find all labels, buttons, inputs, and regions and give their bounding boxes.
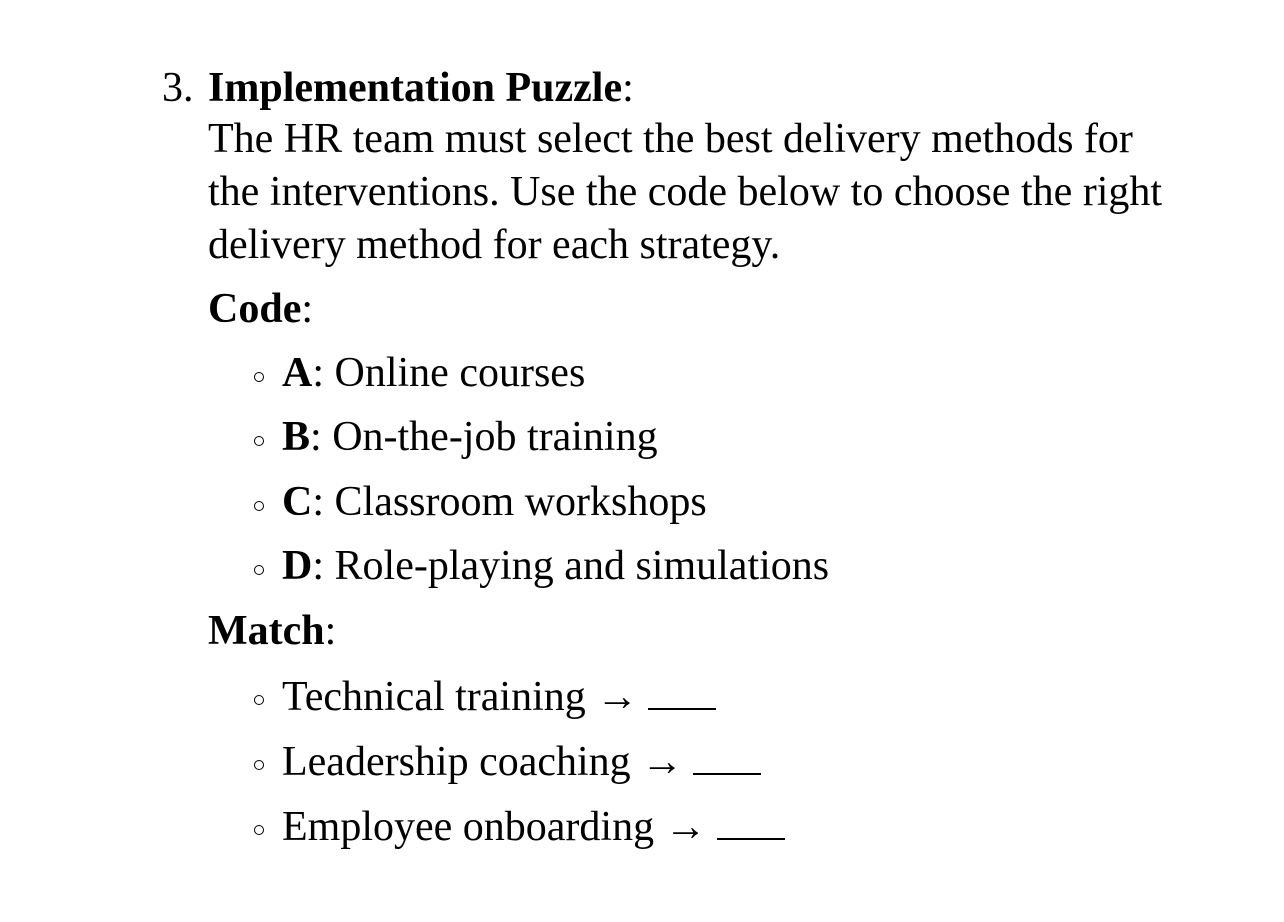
code-item-text [282,413,658,461]
match-label-colon: : [324,608,337,654]
code-key: B [282,414,311,460]
code-key: D [282,543,313,589]
right-arrow-icon: → [664,804,707,850]
match-strategy: Employee onboarding [282,804,655,850]
question-title [208,64,634,112]
match-item-text [282,737,761,786]
code-separator: : [312,350,335,396]
match-strategy: Technical training [282,674,586,720]
hollow-circle-bullet-icon [254,695,264,705]
code-description: On-the-job training [332,414,658,460]
code-description: Role-playing and simulations [334,543,830,589]
instruction-line-2: the interventions. Use the code below to choose the right [208,169,1163,215]
match-item-text [282,802,785,851]
code-item-text [282,349,585,397]
hollow-circle-bullet-icon [254,565,264,575]
hollow-circle-bullet-icon [254,760,264,770]
code-description: Online courses [334,350,586,396]
code-item-text [282,542,829,590]
code-separator: : [310,414,333,460]
match-item-text [282,672,716,721]
hollow-circle-bullet-icon [254,436,264,446]
match-strategy: Leadership coaching [282,739,631,785]
code-key: C [282,479,313,525]
question-number: 3. [162,65,194,111]
right-arrow-icon: → [641,739,684,785]
code-separator: : [312,543,335,589]
instruction-line-3: delivery method for each strategy. [208,222,781,268]
match-section-label [208,607,336,655]
code-label-text: Code [208,286,302,332]
right-arrow-icon: → [596,674,639,720]
code-item-text [282,478,707,526]
question-title-text: Implementation Puzzle [208,65,623,111]
code-label-colon: : [301,286,314,332]
match-label-text: Match [208,608,325,654]
code-separator: : [312,479,335,525]
hollow-circle-bullet-icon [254,372,264,382]
code-section-label [208,285,313,333]
code-key: A [282,350,313,396]
question-title-colon: : [622,65,634,111]
instruction-line-1: The HR team must select the best delivery methods for [208,116,1133,162]
answer-blank[interactable] [693,737,761,775]
answer-blank[interactable] [717,802,785,840]
answer-blank[interactable] [648,672,716,710]
hollow-circle-bullet-icon [254,501,264,511]
code-description: Classroom workshops [334,479,707,525]
hollow-circle-bullet-icon [254,825,264,835]
